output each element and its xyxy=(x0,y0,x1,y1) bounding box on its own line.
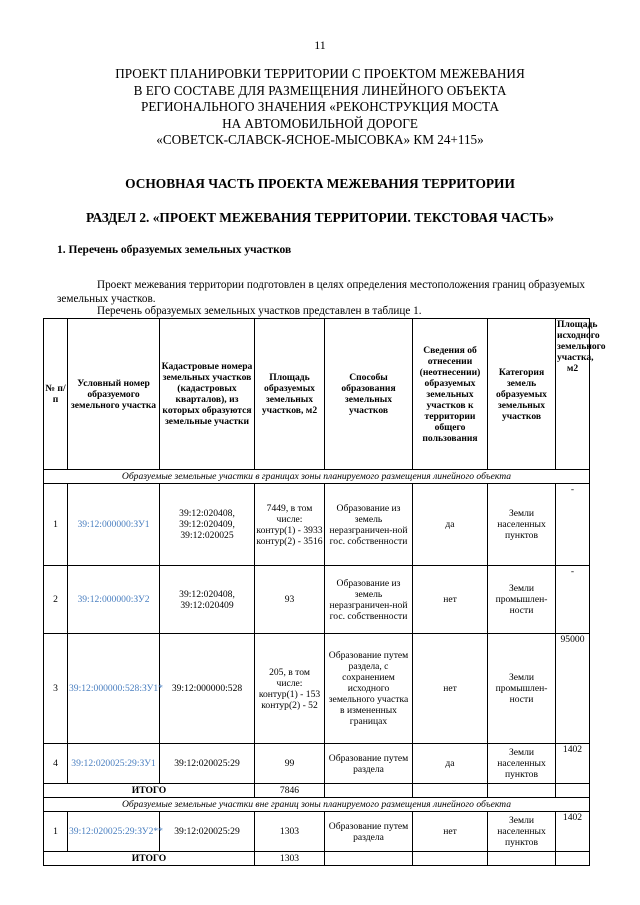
row-number: 1 xyxy=(44,812,68,852)
area-cell: 99 xyxy=(255,744,325,784)
method-cell: Образование путем раздела xyxy=(325,744,413,784)
table-row xyxy=(44,566,590,634)
row-number: 2 xyxy=(44,566,68,634)
method-cell: Образование путем раздела, с сохранением исходного земельного участка в измененных границах xyxy=(325,634,413,744)
public-cell: нет xyxy=(413,634,488,744)
category-cell: Земли населенных пунктов xyxy=(488,812,556,852)
row-number: 3 xyxy=(44,634,68,744)
header-cell: Площадь образуемых земельных участков, м2 xyxy=(255,319,325,470)
category-cell: Земли населенных пунктов xyxy=(488,744,556,784)
page-number: 11 xyxy=(314,38,326,52)
cadastral-cell: 39:12:020025:29 xyxy=(160,812,255,852)
total-row xyxy=(44,852,590,866)
row-number: 4 xyxy=(44,744,68,784)
method-cell: Образование из земель неразграничен-ной гос. собственности xyxy=(325,484,413,566)
title-line: НА АВТОМОБИЛЬНОЙ ДОРОГЕ xyxy=(222,115,418,131)
plot-id-link[interactable]: 39:12:000000:ЗУ1 xyxy=(68,484,160,566)
public-cell: да xyxy=(413,484,488,566)
plot-id-link[interactable]: 39:12:000000:528:ЗУ1* xyxy=(68,634,160,744)
public-cell: нет xyxy=(413,812,488,852)
table-row xyxy=(44,812,590,852)
area-cell: 205, в том числе: контур(1) - 153 контур(2) - 52 xyxy=(255,634,325,744)
header-cell: Площадь исходного земельного участка, м2 xyxy=(556,319,590,470)
section-label: Образуемые земельные участки вне границ зоны планируемого размещения линейного объекта xyxy=(44,798,590,812)
method-cell: Образование путем раздела xyxy=(325,812,413,852)
total-value: 7846 xyxy=(255,784,325,798)
category-cell: Земли населенных пунктов xyxy=(488,484,556,566)
title-line: В ЕГО СОСТАВЕ ДЛЯ РАЗМЕЩЕНИЯ ЛИНЕЙНОГО ОБЪЕКТА xyxy=(133,82,507,98)
source-area-cell: - xyxy=(556,484,590,566)
subsection-heading: 1. Перечень образуемых земельных участков xyxy=(57,244,292,256)
section-row xyxy=(44,470,590,484)
table-header-row xyxy=(44,319,590,470)
public-cell: да xyxy=(413,744,488,784)
section-label: Образуемые земельные участки в границах зоны планируемого размещения линейного объекта xyxy=(44,470,590,484)
table-row xyxy=(44,744,590,784)
section-heading: РАЗДЕЛ 2. «ПРОЕКТ МЕЖЕВАНИЯ ТЕРРИТОРИИ. ТЕКСТОВАЯ ЧАСТЬ» xyxy=(86,210,554,225)
total-label: ИТОГО xyxy=(44,852,255,866)
area-cell: 7449, в том числе: контур(1) - 3933 контур(2) - 3516 xyxy=(255,484,325,566)
category-cell: Земли промышлен-ности xyxy=(488,566,556,634)
area-cell: 1303 xyxy=(255,812,325,852)
total-label: ИТОГО xyxy=(44,784,255,798)
table-row xyxy=(44,634,590,744)
header-cell: Условный номер образуемого земельного участка xyxy=(68,319,160,470)
public-cell: нет xyxy=(413,566,488,634)
area-cell: 93 xyxy=(255,566,325,634)
cadastral-cell: 39:12:020025:29 xyxy=(160,744,255,784)
intro-paragraph: Проект межевания территории подготовлен в целях определения местоположения границ образуемых земельных участков. xyxy=(57,279,585,305)
main-heading: ОСНОВНАЯ ЧАСТЬ ПРОЕКТА МЕЖЕВАНИЯ ТЕРРИТОРИИ xyxy=(125,176,515,191)
cadastral-cell: 39:12:020408, 39:12:020409 xyxy=(160,566,255,634)
total-row xyxy=(44,784,590,798)
plot-id-link[interactable]: 39:12:020025:29:ЗУ2** xyxy=(68,812,160,852)
land-plots-table xyxy=(43,318,606,866)
header-cell: Кадастровые номера земельных участков (кадастровых кварталов), из которых образуются земельные участки xyxy=(160,319,255,470)
cadastral-cell: 39:12:020408, 39:12:020409, 39:12:020025 xyxy=(160,484,255,566)
cadastral-cell: 39:12:000000:528 xyxy=(160,634,255,744)
source-area-cell: 1402 xyxy=(556,812,590,852)
document-title xyxy=(40,66,600,149)
category-cell: Земли промышлен-ности xyxy=(488,634,556,744)
source-area-cell: - xyxy=(556,566,590,634)
header-cell: № п/п xyxy=(44,319,68,470)
table-reference-paragraph: Перечень образуемых земельных участков представлен в таблице 1. xyxy=(97,305,422,317)
header-cell: Способы образования земельных участков xyxy=(325,319,413,470)
plot-id-link[interactable]: 39:12:020025:29:ЗУ1 xyxy=(68,744,160,784)
method-cell: Образование из земель неразграничен-ной гос. собственности xyxy=(325,566,413,634)
source-area-cell: 95000 xyxy=(556,634,590,744)
title-line: «СОВЕТСК-СЛАВСК-ЯСНОЕ-МЫСОВКА» КМ 24+115» xyxy=(156,132,484,147)
section-row xyxy=(44,798,590,812)
total-value: 1303 xyxy=(255,852,325,866)
source-area-cell: 1402 xyxy=(556,744,590,784)
table-row xyxy=(44,484,590,566)
title-line: РЕГИОНАЛЬНОГО ЗНАЧЕНИЯ «РЕКОНСТРУКЦИЯ МОСТА xyxy=(141,99,499,114)
header-cell: Категория земель образуемых земельных участков xyxy=(488,319,556,470)
header-cell: Сведения об отнесении (неотнесении) образуемых земельных участков к территории общего пользования xyxy=(413,319,488,470)
plot-id-link[interactable]: 39:12:000000:ЗУ2 xyxy=(68,566,160,634)
title-line: ПРОЕКТ ПЛАНИРОВКИ ТЕРРИТОРИИ С ПРОЕКТОМ МЕЖЕВАНИЯ xyxy=(115,66,525,81)
row-number: 1 xyxy=(44,484,68,566)
